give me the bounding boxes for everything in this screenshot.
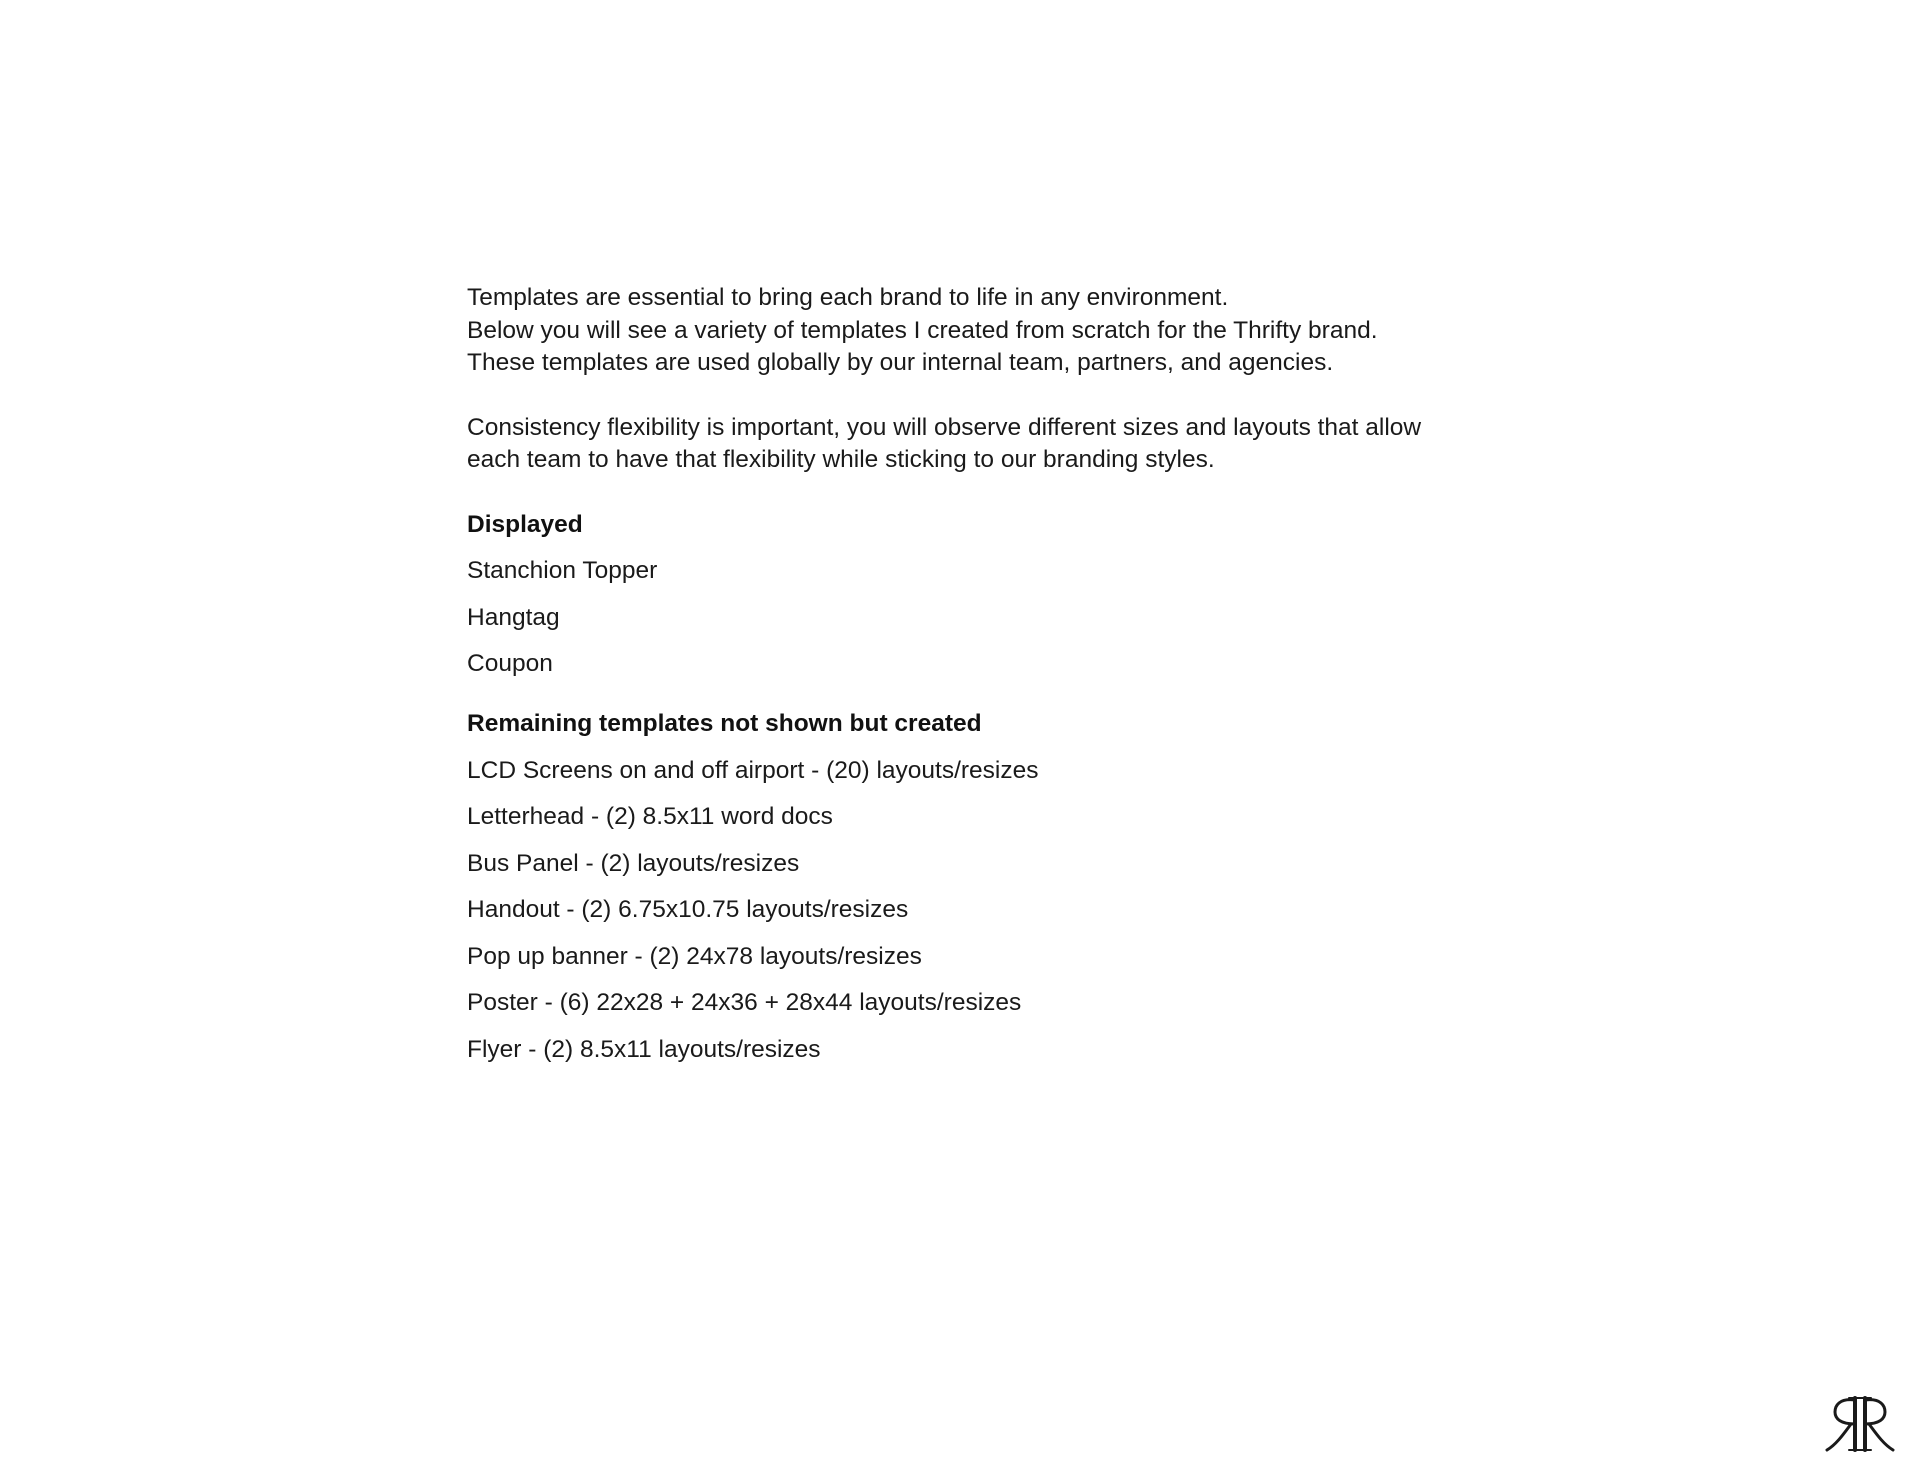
list-item: Hangtag xyxy=(467,603,560,631)
list-item: Poster - (6) 22x28 + 24x36 + 28x44 layouts/resizes xyxy=(467,989,1022,1016)
displayed-heading: Displayed xyxy=(467,510,583,538)
intro-line: These templates are used globally by our internal team, partners, and agencies. xyxy=(467,349,1334,376)
list-item: Letterhead - (2) 8.5x11 word docs xyxy=(467,803,833,830)
intro-text xyxy=(467,282,1507,477)
intro-line: Consistency flexibility is important, you will observe different sizes and layouts that allow xyxy=(467,413,1422,441)
displayed-list xyxy=(467,555,1507,680)
list-item: Pop up banner - (2) 24x78 layouts/resizes xyxy=(467,942,922,970)
page-content xyxy=(467,282,1507,1066)
list-item: LCD Screens on and off airport - (20) layouts/resizes xyxy=(467,756,1039,784)
list-item: Handout - (2) 6.75x10.75 layouts/resizes xyxy=(467,896,909,923)
list-item: Flyer - (2) 8.5x11 layouts/resizes xyxy=(467,1035,821,1063)
list-item: Bus Panel - (2) layouts/resizes xyxy=(467,849,800,877)
list-item: Stanchion Topper xyxy=(467,557,658,584)
remaining-heading: Remaining templates not shown but created xyxy=(467,710,982,737)
remaining-list xyxy=(467,755,1507,1066)
intro-line: Templates are essential to bring each brand to life in any environment. xyxy=(467,284,1229,311)
list-item: Coupon xyxy=(467,650,553,677)
paragraph-gap xyxy=(467,380,1507,412)
intro-line: each team to have that flexibility while sticking to our branding styles. xyxy=(467,446,1215,473)
intro-line: Below you will see a variety of templates I created from scratch for the Thrifty brand. xyxy=(467,316,1378,344)
rr-monogram-icon xyxy=(1821,1394,1897,1454)
